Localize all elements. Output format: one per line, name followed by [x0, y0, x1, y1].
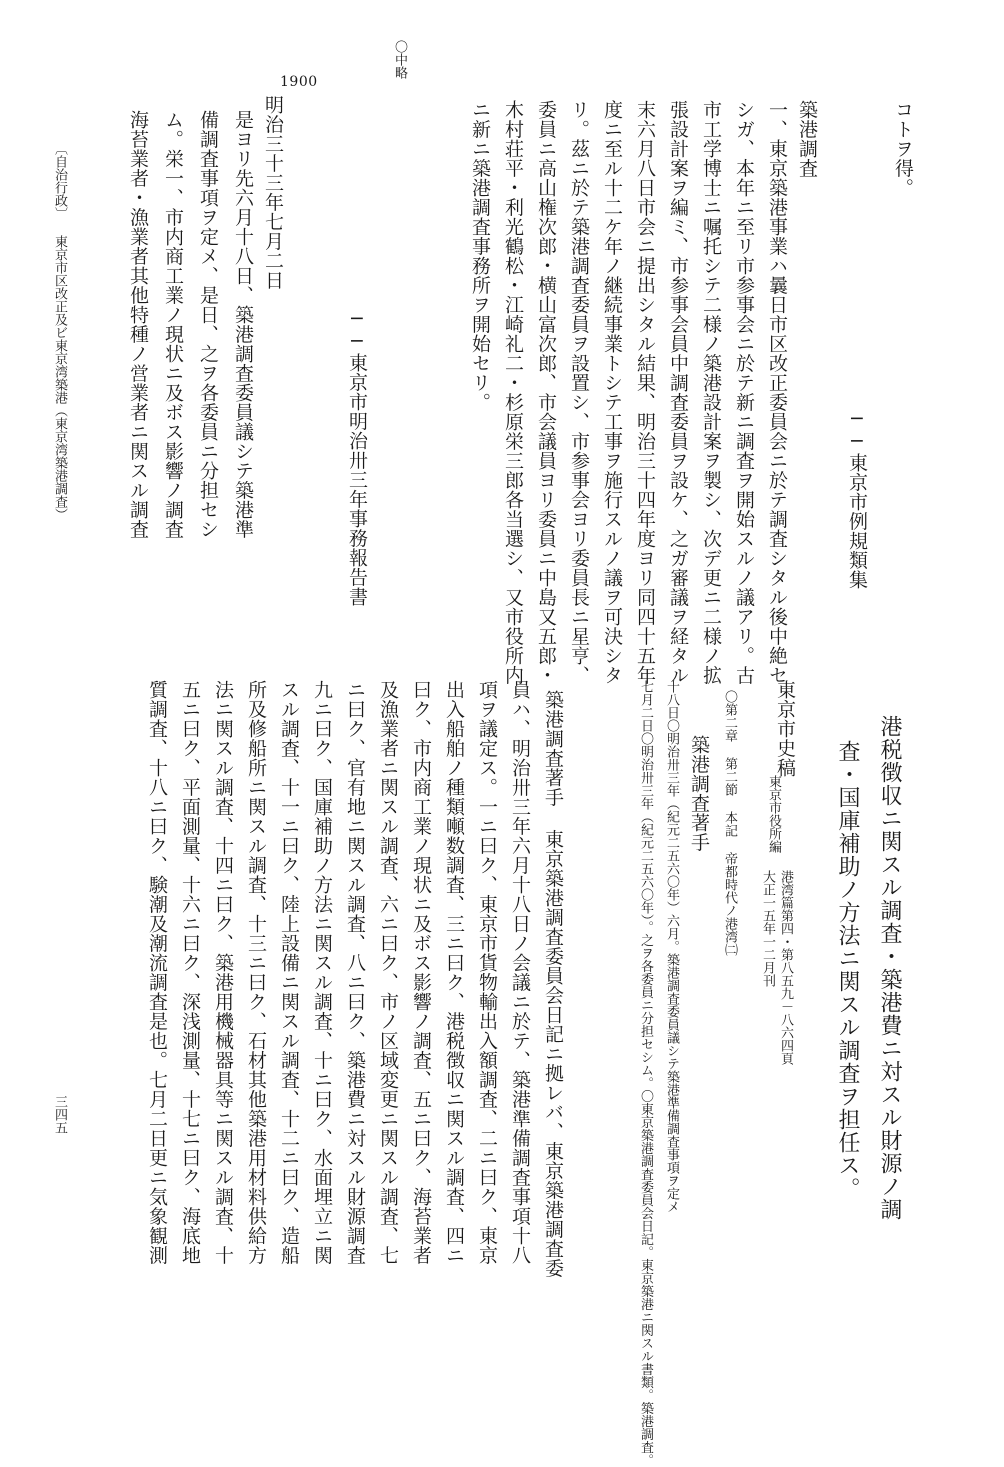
source-editor: 東京市役所編 — [766, 775, 781, 853]
lower-heading: 築港調査著手 — [688, 735, 710, 852]
lower-line-10: 九ニ曰ク、国庫補助ノ方法ニ関スル調査、十ニ曰ク、水面埋立ニ関 — [311, 680, 333, 1265]
lower-line-13: 法ニ関スル調査、十四ニ曰ク、築港用機械器具等ニ関スル調査、十 — [212, 680, 234, 1265]
body2-line-4: 海苔業者・漁業者其他特種ノ営業者ニ関スル調査 — [127, 110, 149, 539]
year-number: 1900 — [280, 74, 318, 90]
lower-line-5: 項ヲ議定ス。一ニ曰ク、東京市貨物輸出入額調査、二ニ曰ク、東京 — [476, 680, 498, 1265]
body2-line-3: ム。栄一、市内商工業ノ現状ニ及ボス影響ノ調査 — [162, 110, 184, 539]
upper-line-7: 張設計案ヲ編ミ、市参事会員中調査委員ヲ設ケ、之ガ審議ヲ経タル — [667, 100, 689, 685]
upper-line-13: ニ新ニ築港調査事務所ヲ開始セリ。 — [469, 100, 491, 412]
source-reikisyu: ──東京市例規類集 — [846, 408, 868, 590]
footer-bracket: 〔自治行政〕 — [52, 142, 67, 220]
lower-title-line-2: 査・国庫補助ノ方法ニ関スル調査ヲ担任ス。 — [835, 740, 860, 1200]
body2-line-2: 備調査事項ヲ定メ、是日、之ヲ各委員ニ分担セシ — [197, 110, 219, 539]
lower-title-line-1: 港税徴収ニ関スル調査・築港費ニ対スル財源ノ調 — [877, 715, 902, 1221]
upper-line-1: コトヲ得。 — [892, 100, 914, 198]
upper-line-8: 末六月八日市会ニ提出シタル結果、明治三十四年度ヨリ同四十五年 — [634, 100, 656, 685]
omitted-note: 〇中略 — [392, 40, 407, 79]
source-jimu-hokoku: ──東京市明治卅三年事務報告書 — [346, 308, 368, 607]
lower-line-2: 七月二日〇明治卅三年（紀元二五六〇年）。之ヲ各委員ニ分担セシム。〇東京築港調査委員会日記。東京築港ニ関スル書類。築港調査。 — [638, 680, 653, 1467]
source-title: 東京市史稿 — [774, 680, 796, 778]
footer-reference: 東京市区改正及ビ東京湾築港（東京湾築港調査） — [52, 235, 67, 521]
lower-line-9: ニ曰ク、官有地ニ関スル調査、八ニ曰ク、築港費ニ対スル財源調査 — [344, 680, 366, 1265]
lower-line-11: スル調査、十一ニ曰ク、陸上設備ニ関スル調査、十二ニ曰ク、造船 — [278, 680, 300, 1265]
date-line: 明治三十三年七月二日 — [262, 95, 284, 290]
lower-line-7: 曰ク、市内商工業ノ現状ニ及ボス影響ノ調査、五ニ曰ク、海苔業者 — [410, 680, 432, 1265]
upper-line-12: 木村荘平・利光鶴松・江崎礼二・杉原栄三郎各当選シ、又市役所内 — [502, 100, 524, 685]
source-pub-2: 大正一五年一二月刊 — [760, 870, 775, 987]
lower-line-8: 及漁業者ニ関スル調査、六ニ曰ク、市ノ区域変更ニ関スル調査、七 — [377, 680, 399, 1265]
lower-line-4: 員ハ、明治卅三年六月十八日ノ会議ニ於テ、築港準備調査事項十八 — [509, 680, 531, 1265]
upper-line-11: 委員ニ高山権次郎・横山富次郎、市会議員ヨリ委員ニ中島又五郎・ — [535, 100, 557, 685]
upper-line-5: シガ、本年ニ至リ市参事会ニ於テ新ニ調査ヲ開始スルノ議アリ。古 — [733, 100, 755, 685]
body2-line-1: 是ヨリ先六月十八日、築港調査委員議シテ築港準 — [232, 110, 254, 539]
lower-line-15: 質調査、十八ニ曰ク、験潮及潮流調査是也。七月二日更ニ気象観測 — [146, 680, 168, 1265]
chapter-section: 〇第二章 第二節 本記 帝都時代ノ港湾㈡ — [722, 690, 737, 956]
lower-line-6: 出入船舶ノ種類噸数調査、三ニ曰ク、港税徴収ニ関スル調査、四ニ — [443, 680, 465, 1265]
source-pub-1: 港湾篇第四・第八五九－八六四頁 — [778, 870, 793, 1065]
section-heading-chikko-chosa: 築港調査 — [796, 100, 818, 178]
page-number: 三四五 — [52, 1095, 67, 1134]
upper-line-10: リ。茲ニ於テ築港調査委員ヲ設置シ、市参事会ヨリ委員長ニ星亨、 — [568, 100, 590, 685]
upper-line-4: 一、東京築港事業ハ曩日市区改正委員会ニ於テ調査シタル後中絶セ — [766, 100, 788, 685]
lower-line-3: 築港調査著手 東京築港調査委員会日記ニ拠レバ、東京築港調査委 — [542, 690, 564, 1278]
lower-line-12: 所及修船所ニ関スル調査、十三ニ曰ク、石材其他築港用材料供給方 — [245, 680, 267, 1265]
upper-line-6: 市工学博士ニ嘱托シテ二様ノ築港設計案ヲ製シ、次デ更ニ二様ノ拡 — [700, 100, 722, 685]
lower-line-14: 五ニ曰ク、平面測量、十六ニ曰ク、深浅測量、十七ニ曰ク、海底地 — [179, 680, 201, 1265]
upper-line-9: 度ニ至ル十二ケ年ノ継続事業トシテ工事ヲ施行スルノ議ヲ可決シタ — [601, 100, 623, 685]
lower-line-1: 十八日〇明治卅三年（紀元二五六〇年）六月。築港調査委員議シテ築港準備調査事項ヲ定メ — [664, 680, 679, 1213]
